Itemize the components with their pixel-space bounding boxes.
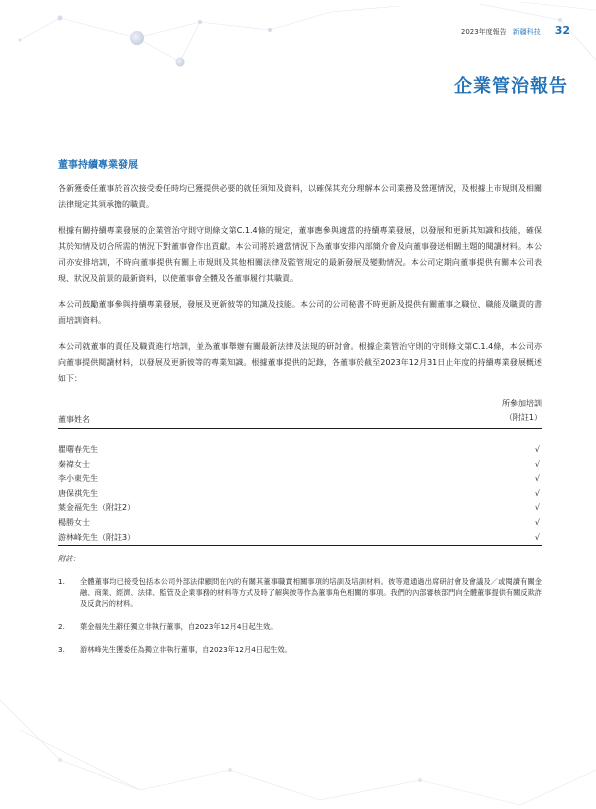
- check-mark: √: [534, 445, 540, 454]
- table-row: [58, 487, 542, 502]
- check-mark: √: [534, 532, 540, 542]
- director-name: 唐保祺先生: [58, 488, 98, 498]
- page-header: [461, 24, 570, 37]
- note-text: 葉金福先生辭任獨立非執行董事，自2023年12月4日起生效。: [80, 622, 278, 632]
- check-mark: √: [534, 488, 540, 498]
- notes-title: 附註：: [58, 554, 80, 564]
- table-row: [58, 458, 542, 473]
- section-title: 企業管治報告: [454, 76, 568, 97]
- note-number: 1.: [58, 577, 65, 587]
- table-row: [58, 531, 542, 546]
- director-name: 葉金福先生（附註2）: [58, 503, 136, 513]
- director-name: 秦禕女士: [58, 459, 90, 469]
- paragraph: 本公司就董事的責任及職責進行培訓，並為董事舉辦有關最新法律及法規的研討會。根據企業管治守則的守則條文第C.1.4條，本公司亦向董事提供閱讀材料，以發展及更新彼等的專業知識。根據董事提供的記錄，各董事於截至2023年12月31日止年度的持續專業發展概述如下：: [58, 342, 542, 383]
- training-header-line1: 所參加培訓: [502, 399, 542, 408]
- training-header-line2: （附註1）: [504, 413, 542, 422]
- page-number: 32: [554, 24, 570, 37]
- training-header: [502, 397, 542, 425]
- table-header: [58, 397, 542, 429]
- check-mark: √: [534, 517, 540, 527]
- training-table: [58, 397, 542, 546]
- director-name: 楊勝女士: [58, 517, 90, 527]
- director-name: 游林峰先生（附註3）: [58, 532, 136, 542]
- table-body: [58, 443, 542, 546]
- note-item: [58, 621, 542, 632]
- check-mark: √: [534, 503, 540, 513]
- note-item: [58, 644, 542, 655]
- table-row: [58, 516, 542, 531]
- table-row: [58, 501, 542, 516]
- paragraph: 各新獲委任董事於首次接受委任時均已獲提供必要的就任須知及資料，以確保其充分理解本公司業務及營運情況，及根據上市規則及相關法律規定其須承擔的職責。: [58, 184, 542, 209]
- note-number: 3.: [58, 645, 65, 655]
- director-name: 瞿曙春先生: [58, 445, 98, 454]
- company-name: 新疆科技: [512, 28, 541, 36]
- note-number: 2.: [58, 622, 65, 632]
- check-mark: √: [534, 474, 540, 484]
- main-content: [58, 156, 542, 667]
- notes: [58, 554, 542, 655]
- director-name-header: 董事姓名: [58, 415, 90, 424]
- table-row: [58, 472, 542, 487]
- sub-heading: 董事持續專業發展: [58, 160, 138, 171]
- report-label: 2023年度報告: [460, 28, 507, 36]
- note-text: 全體董事均已接受包括本公司外部法律顧問在內的有關其董事職責相關事項的培訓及培訓材料。彼等還通過出席研討會及會議及／或閱讀有關金融、商業、經濟、法律、監管及企業事務的材料等方式及時了解與彼等作為董事角色相關的事項。我們的內部審核部門向全體董事提供有關反欺詐及反貪污的材料。: [80, 577, 542, 609]
- director-name: 李小東先生: [58, 474, 98, 484]
- note-item: [58, 576, 542, 609]
- table-row: [58, 443, 542, 458]
- paragraph: 本公司鼓勵董事參與持續專業發展，發展及更新彼等的知識及技能。本公司的公司秘書不時更新及提供有關董事之職位、職能及職責的書面培訓資料。: [58, 300, 542, 325]
- paragraph: 根據有關持續專業發展的企業管治守則守則條文第C.1.4條的規定，董事應參與適當的持續專業發展，以發展和更新其知識和技能，確保其於知情及切合所需的情況下對董事會作出貢獻。本公司將於適當情況下為董事安排內部簡介會及向董事發送相關主題的閱讀材料。本公司亦安排培訓，不時向董事提供有關上市規則及其他相關法律及監管規定的最新發展及變動情況。本公司定期向董事提供有關本公司表現、狀況及前景的最新資料，以使董事會全體及各董事履行其職責。: [58, 226, 542, 283]
- check-mark: √: [534, 459, 540, 469]
- note-text: 游林峰先生獲委任為獨立非執行董事，自2023年12月4日起生效。: [80, 645, 292, 655]
